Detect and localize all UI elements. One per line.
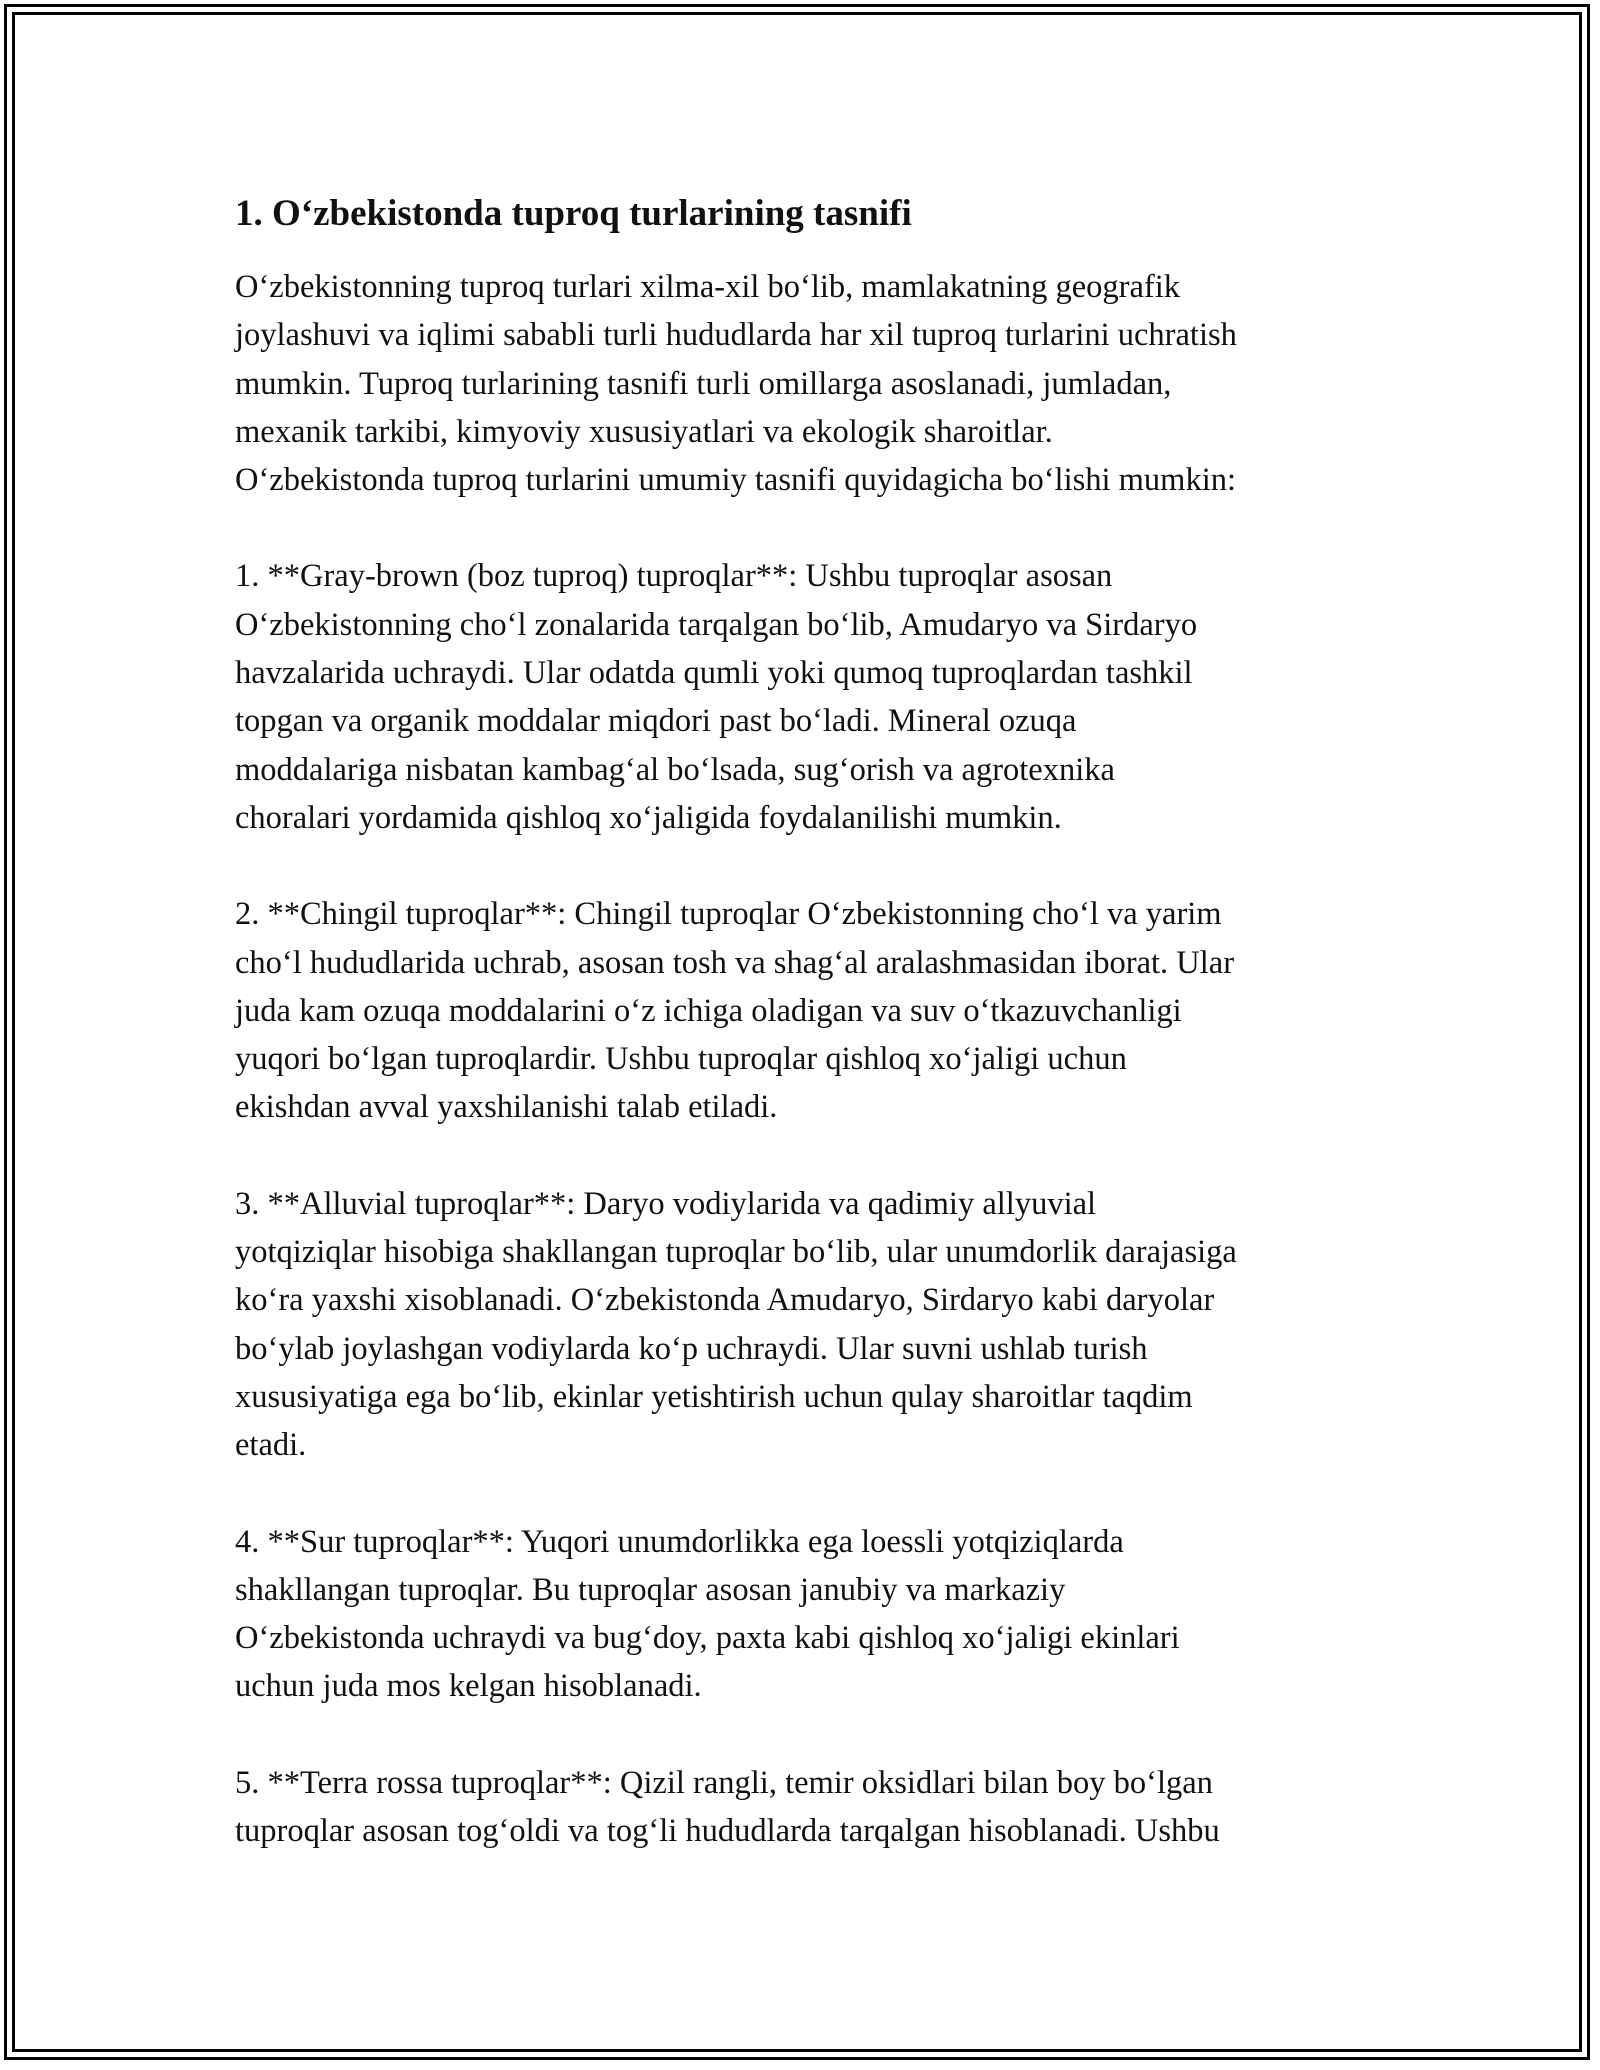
intro-paragraph: O‘zbekistonning tuproq turlari xilma-xil bo‘lib, mamlakatning geografik joylashuvi va iqlimi sababli turli hududlarda har xil tuproq turlarini uchratish mumkin. Tuproq turlarining tasnifi turli omillarga asoslanadi, jumladan, mexanik tarkibi, kimyoviy xususiyatlari va ekologik sharoitlar. O‘zbekistonda tuproq turlarini umumiy tasnifi quyidagicha bo‘lishi mumkin: xyxy=(235,269,1237,499)
list-item-alluvial: 3. **Alluvial tuproqlar**: Daryo vodiylarida va qadimiy allyuvial yotqiziqlar hisobiga shakllangan tuproqlar bo‘lib, ular unumdorlik darajasiga ko‘ra yaxshi xisoblanadi. O‘zbekistonda Amudaryo, Sirdaryo kabi daryolar bo‘ylab joylashgan vodiylarda ko‘p uchraydi. Ular suvni ushlab turish xususiyatiga ega bo‘lib, ekinlar yetishtirish uchun qulay sharoitlar taqdim etadi. xyxy=(235,1185,1237,1464)
list-item-sur: 4. **Sur tuproqlar**: Yuqori unumdorlikka ega loessli yotqiziqlarda shakllangan tuproqlar. Bu tuproqlar asosan janubiy va markaziy O‘zbekistonda uchraydi va bug‘doy, paxta kabi qishloq xo‘jaligi ekinlari uchun juda mos kelgan hisoblanadi. xyxy=(235,1523,1180,1705)
document-body xyxy=(235,185,1375,1903)
section-heading: 1. O‘zbekistonda tuproq turlarining tasnifi xyxy=(235,193,912,234)
list-item-chingil: 2. **Chingil tuproqlar**: Chingil tuproqlar O‘zbekistonning cho‘l va yarim cho‘l hududlarida uchrab, asosan tosh va shag‘al aralashmasidan iborat. Ular juda kam ozuqa moddalarini o‘z ichiga oladigan va suv o‘tkazuvchanligi yuqori bo‘lgan tuproqlardir. Ushbu tuproqlar qishloq xo‘jaligi uchun ekishdan avval yaxshilanishi talab etiladi. xyxy=(235,896,1235,1126)
list-item-gray-brown: 1. **Gray-brown (boz tuproq) tuproqlar**: Ushbu tuproqlar asosan O‘zbekistonning cho‘l zonalarida tarqalgan bo‘lib, Amudaryo va Sirdaryo havzalarida uchraydi. Ular odatda qumli yoki qumoq tuproqlardan tashkil topgan va organik moddalar miqdori past bo‘ladi. Mineral ozuqa moddalariga nisbatan kambag‘al bo‘lsada, sug‘orish va agrotexnika choralari yordamida qishloq xo‘jaligida foydalanilishi mumkin. xyxy=(235,558,1198,836)
list-item-terra-rossa: 5. **Terra rossa tuproqlar**: Qizil rangli, temir oksidlari bilan boy bo‘lgan tuproqlar asosan tog‘oldi va tog‘li hududlarda tarqalgan hisoblanadi. Ushbu xyxy=(235,1764,1220,1850)
